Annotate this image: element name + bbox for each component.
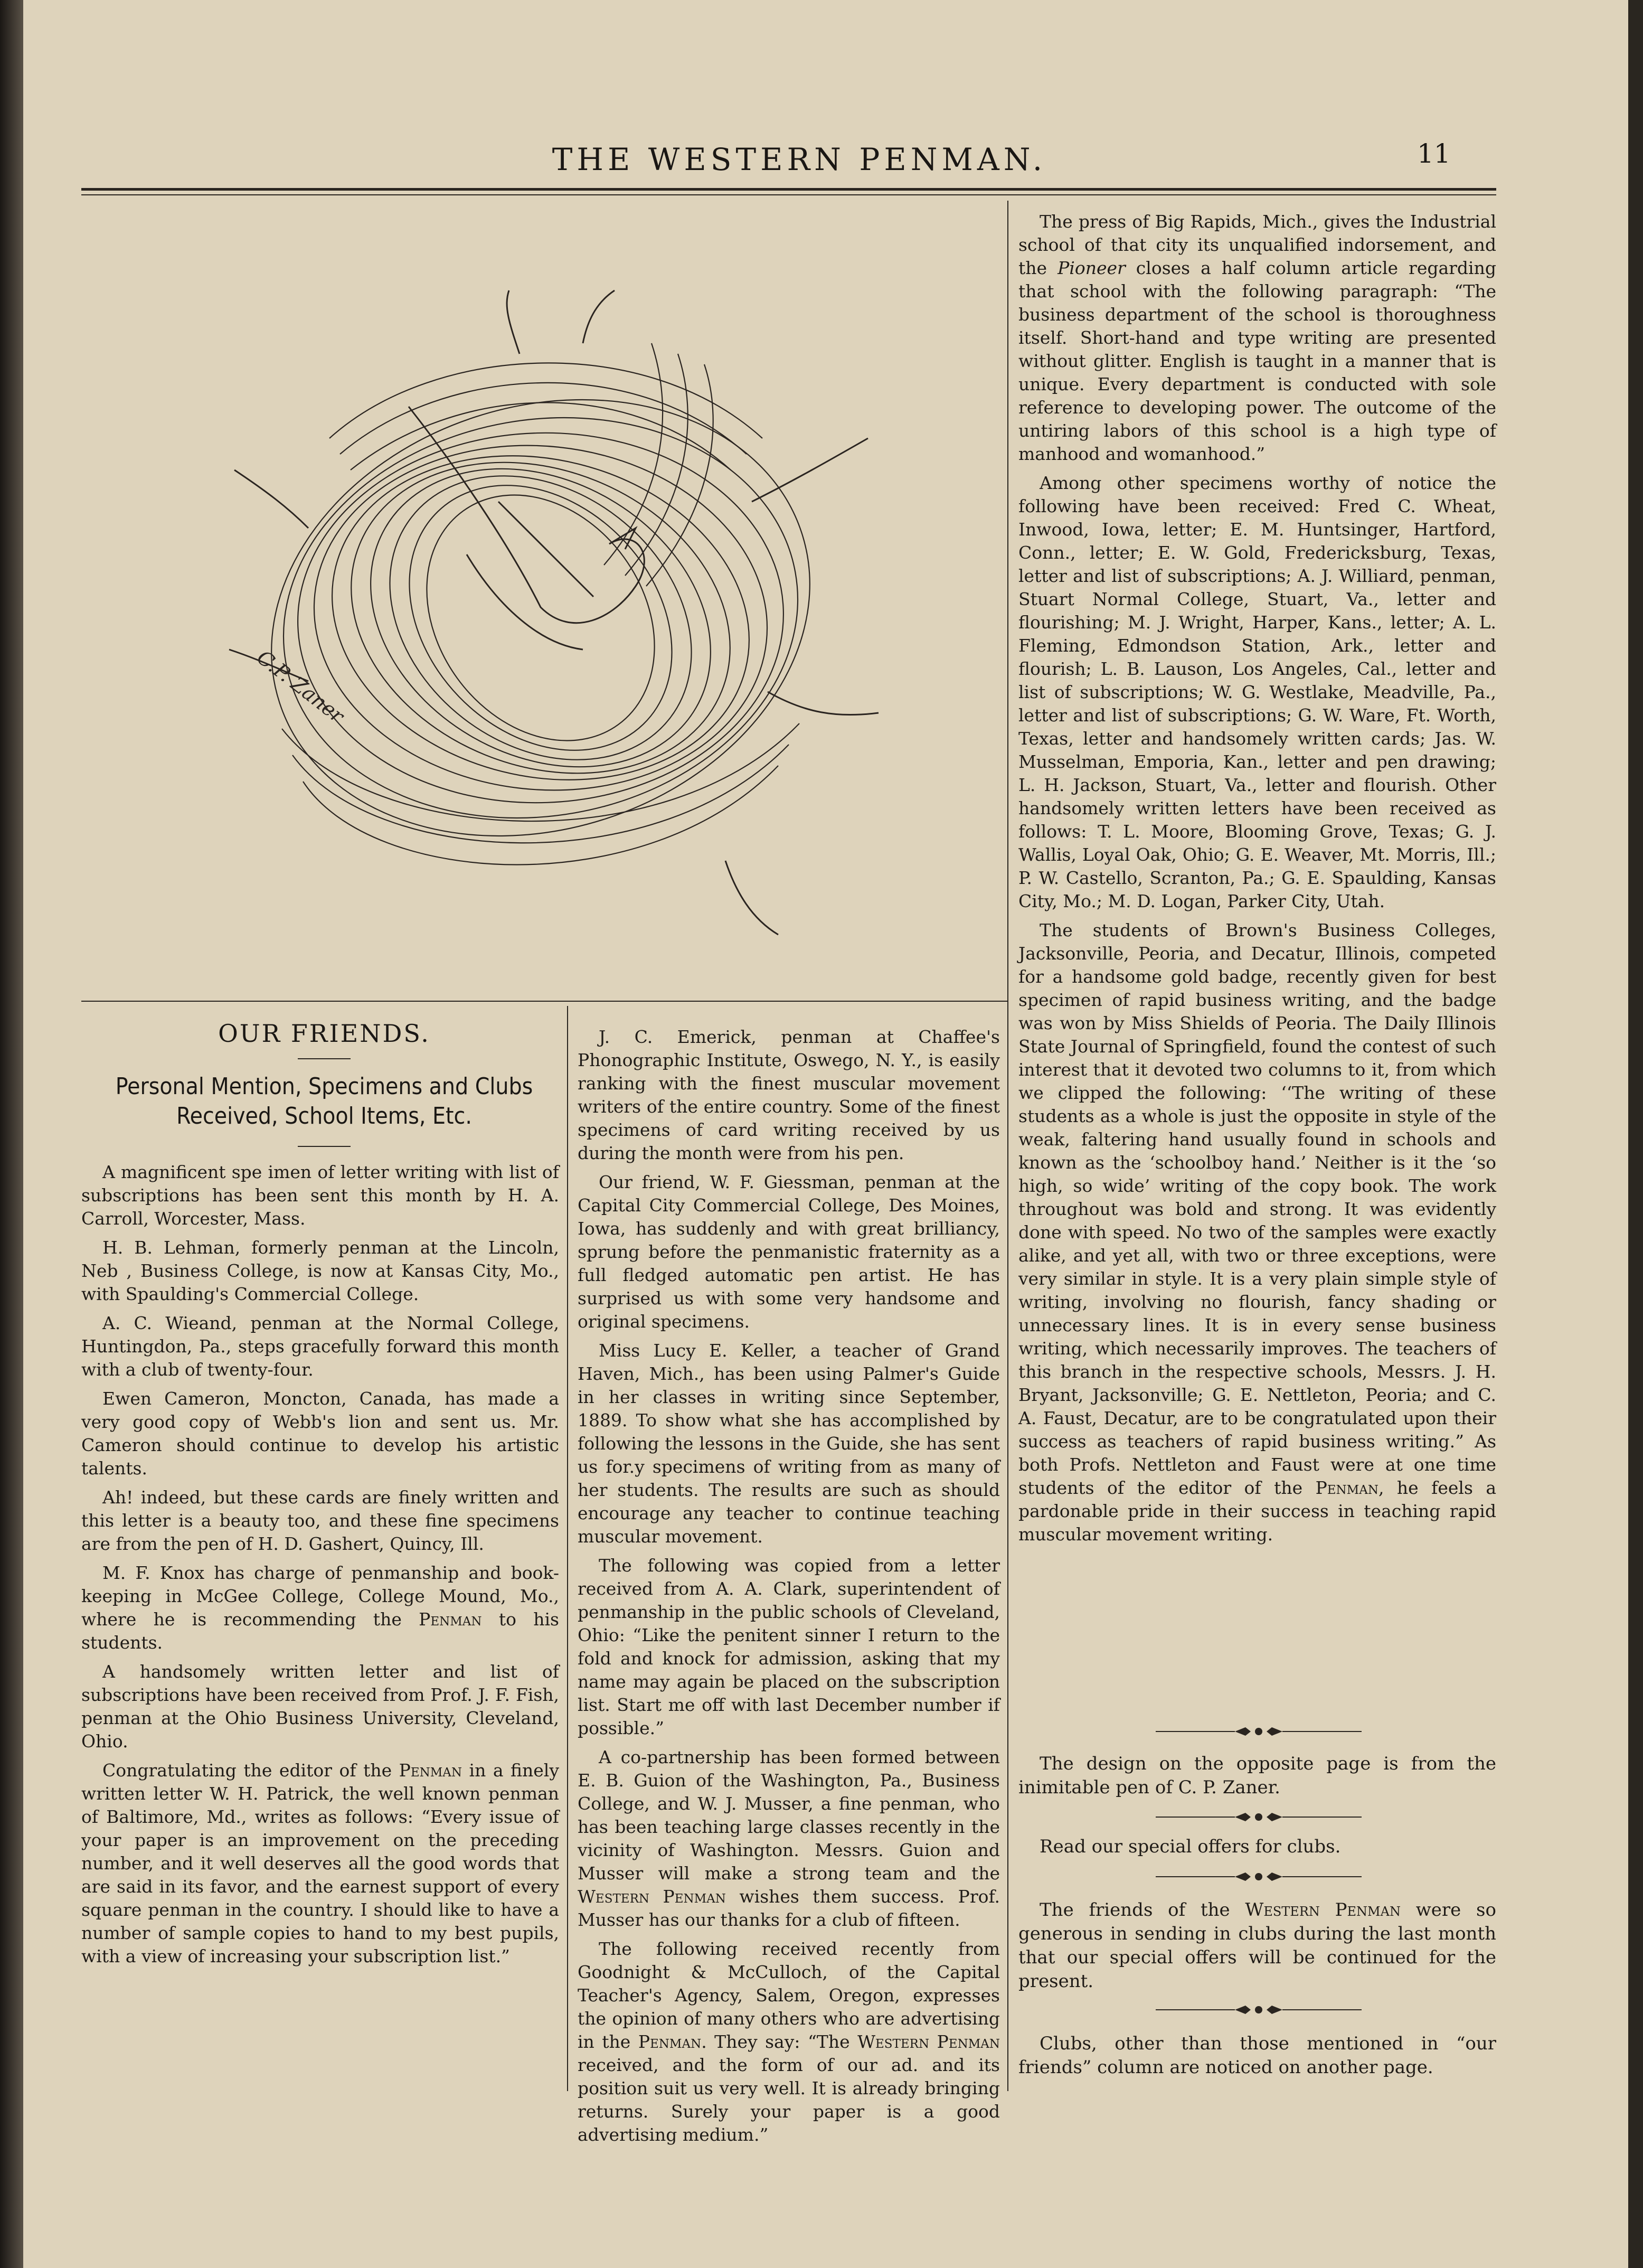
text-run: to his students. <box>81 1609 559 1653</box>
text-run: The following received recently from Goodnight & McCulloch, of the Capital Teacher's Agency, Salem, Oregon, expresses the opinion of many others who are advertising in the <box>578 1938 1000 2052</box>
publication-name: Penman <box>1315 1478 1378 1498</box>
publication-name: Penman <box>419 1609 482 1630</box>
section-subheading <box>81 1072 567 1131</box>
ornament-divider <box>1156 1726 1362 1737</box>
column-divider-right <box>1007 201 1008 2091</box>
newspaper-name: Pioneer <box>1057 258 1126 278</box>
text-run: wishes them success. Prof. Musser has our thanks for a club of fifteen. <box>578 1886 1000 1930</box>
text-run: were so generous in sending in clubs during the last month that our special offers will be continued for the present. <box>1018 1899 1496 1992</box>
publication-name: Penman <box>638 2031 702 2052</box>
page <box>23 0 1628 2268</box>
publication-name: Penman <box>399 1760 462 1781</box>
text-run: , he feels a pardonable pride in their success in teaching rapid muscular movement writing. <box>1018 1478 1496 1545</box>
middle-column-text <box>578 1025 1000 2152</box>
ornament-divider <box>1156 2004 1362 2016</box>
text-run: received, and the form of our ad. and its position suit us very well. It is already bringing returns. Surely your paper is a good advertising medium.” <box>578 2055 1000 2145</box>
quill-strokes <box>229 290 879 935</box>
page-number: 11 <box>1417 138 1451 169</box>
artist-signature: C.P. Zaner <box>252 645 349 728</box>
text-run: The press of Big Rapids, Mich., gives the Industrial school of that city its unqualified indorsement, and the <box>1018 211 1496 278</box>
paragraph <box>81 1759 559 1968</box>
text-run: closes a half column article regarding that school with the following paragraph: “The business department of the school is thoroughness itself. Short-hand and type writing are presented without glitter. English is taught in a manner that is unique. Every department is conducted with sole reference to developing power. The outcome of the untiring labors of this school is a high type of manhood and womanhood.” <box>1018 258 1496 464</box>
text-run: M. F. Knox has charge of penmanship and book-keeping in McGee College, College Mound, Mo., where he is recommending the <box>81 1563 559 1630</box>
book-gutter <box>0 0 23 2268</box>
paragraph: Our friend, W. F. Giessman, penman at the Capital City Commercial College, Des Moines, Iowa, has suddenly and with great brilliancy, sprung before the penmanistic fraternity as a full fledged automatic pen artist. He has surprised us with some very handsome and original specimens. <box>578 1172 1000 1332</box>
subheading-line-2: Received, School Items, Etc. <box>176 1103 472 1130</box>
subheading-line-1: Personal Mention, Specimens and Clubs <box>115 1073 533 1100</box>
bird <box>409 407 644 650</box>
paragraph: H. B. Lehman, formerly penman at the Lincoln, Neb , Business College, is now at Kansas City, Mo., with Spaulding's Commercial College. <box>81 1237 559 1304</box>
text-run: . They say: “The <box>701 2031 858 2052</box>
section-heading-our-friends: OUR FRIENDS. <box>218 1019 430 1048</box>
paragraph <box>1018 919 1496 1546</box>
paragraph: J. C. Emerick, penman at Chaffee's Phonographic Institute, Oswego, N. Y., is easily ranking with the finest muscular movement writers of the entire country. Some of the finest specimens of card writing received by us during the month were from his pen. <box>578 1027 1000 1163</box>
notice-special-offers <box>1018 1835 1496 1865</box>
publication-name: Western Penman <box>578 1886 726 1907</box>
masthead-title: THE WESTERN PENMAN. <box>552 142 1047 177</box>
notice-clubs-continued <box>1018 1898 1496 1999</box>
text-run: Congratulating the editor of the <box>102 1760 399 1781</box>
paragraph: The design on the opposite page is from the inimitable pen of C. P. Zaner. <box>1018 1753 1496 1798</box>
ornament-divider <box>1156 1811 1362 1823</box>
text-run: in a finely written letter W. H. Patrick, the well known penman of Baltimore, Md., writes as follows: “Every issue of your paper is an improvement on the preceding number, and it well deserves all the good words that are said in its favor, and the earnest support of every square penman in the country. I should like to have a number of sample copies to hand to my best pupils, with a view of increasing your subscription list.” <box>81 1760 559 1966</box>
paragraph: A. C. Wieand, penman at the Normal College, Huntingdon, Pa., steps gracefully forward this month with a club of twenty-four. <box>81 1313 559 1380</box>
text-run: The friends of the <box>1040 1899 1245 1921</box>
paragraph <box>578 1746 1000 1932</box>
publication-name: Western Penman <box>1245 1899 1401 1921</box>
column-divider-left <box>567 1006 568 2091</box>
left-column-text <box>81 1161 559 1974</box>
paragraph <box>1018 210 1496 466</box>
flourish-swirl-group <box>214 332 867 904</box>
flourish-bird-illustration <box>171 280 921 966</box>
header-rule-thin <box>81 194 1496 195</box>
paragraph <box>578 1937 1000 2147</box>
text-run: A co-partnership has been formed between E. B. Guion of the Washington, Pa., Business College, and W. J. Musser, a fine penman, who has been teaching large classes recently in the vicinity of Washington. Messrs. Guion and Musser will make a strong team and the <box>578 1747 1000 1884</box>
right-column-text <box>1018 210 1496 1552</box>
header-rule-thick <box>81 188 1496 191</box>
paragraph: Ewen Cameron, Moncton, Canada, has made a very good copy of Webb's lion and sent us. Mr. Cameron should continue to develop his artistic talents. <box>81 1388 559 1479</box>
notice-zaner <box>1018 1752 1496 1805</box>
paragraph <box>81 1561 559 1654</box>
paragraph: A magnificent spe imen of letter writing with list of subscriptions has been sent this month by H. A. Carroll, Worcester, Mass. <box>81 1162 559 1229</box>
ornament-divider <box>1156 1871 1362 1883</box>
paragraph: Among other specimens worthy of notice the following have been received: Fred C. Wheat, Inwood, Iowa, letter; E. M. Huntsinger, Hartford, Conn., letter; E. W. Gold, Fredericksburg, Texas, letter and list of subscriptions; A. J. Williard, penman, Stuart Normal College, Stuart, Va., letter and flourishing; M. J. Wright, Harper, Kans., letter; A. L. Fleming, Edmondson Station, Ark., letter and flourish; L. B. Lauson, Los Angeles, Cal., letter and list of subscriptions; W. G. Westlake, Meadville, Pa., letter and list of subscriptions; G. W. Ware, Ft. Worth, Texas, letter and handsomely written cards; Jas. W. Musselman, Emporia, Kan., letter and pen drawing; L. H. Jackson, Stuart, Va., letter and flourish. Other handsomely written letters have been received as follows: T. L. Moore, Blooming Grove, Texas; G. J. Wallis, Loyal Oak, Ohio; G. E. Weaver, Mt. Morris, Ill.; P. W. Castello, Scranton, Pa.; G. E. Spaulding, Kansas City, Mo.; M. D. Logan, Parker City, Utah. <box>1018 473 1496 911</box>
paragraph: A handsomely written letter and list of subscriptions have been received from Prof. J. F. Fish, penman at the Ohio Business University, Cleveland, Ohio. <box>81 1661 559 1752</box>
text-run: The students of Brown's Business Colleges, Jacksonville, Peoria, and Decatur, Illinois, competed for a handsome gold badge, recently given for best specimen of rapid business writing, and the badge was won by Miss Shields of Peoria. The Daily Illinois State Journal of Springfield, found the contest of such interest that it devoted two columns to it, from which we clipped the following: ‘‘The writing of these students as a whole is just the opposite in style of the weak, faltering hand usually found in schools and known as the ‘schoolboy hand.’ Neither is it the ‘so high, so wide’ writing of the copy book. The work throughout was bold and strong. It was evidently done with speed. No two of the samples were exactly alike, and yet all, with two or three exceptions, were very similar in style. It is a very plain simple style of writing, involving no flourish, fancy shading or unnecessary lines. It is in every sense business writing, which necessarily improves. The teachers of this branch in the respective schools, Messrs. J. H. Bryant, Jacksonville; G. E. Nettleton, Peoria; and C. A. Faust, Decatur, are to be congratulated upon their success as teachers of rapid business writing.” As both Profs. Nettleton and Faust were at one time students of the editor of the <box>1018 920 1496 1498</box>
paragraph: Read our special offers for clubs. <box>1040 1836 1341 1857</box>
notice-other-clubs <box>1018 2032 1496 2085</box>
paragraph <box>1018 1898 1496 1993</box>
paragraph: Clubs, other than those mentioned in “our friends” column are noticed on another page. <box>1018 2033 1496 2078</box>
heading-short-rule <box>298 1058 351 1059</box>
subheading-short-rule <box>298 1146 351 1147</box>
publication-name: Western Penman <box>857 2031 1000 2052</box>
paragraph: Miss Lucy E. Keller, a teacher of Grand Haven, Mich., has been using Palmer's Guide in her classes in writing since September, 1889. To show what she has accomplished by following the lessons in the Guide, she has sent us for.y specimens of writing from as many of her students. The results are such as should encourage any teacher to continue teaching muscular movement. <box>578 1340 1000 1547</box>
paragraph: Ah! indeed, but these cards are finely written and this letter is a beauty too, and these fine specimens are from the pen of H. D. Gashert, Quincy, Ill. <box>81 1487 559 1554</box>
paragraph: The following was copied from a letter received from A. A. Clark, superintendent of penmanship in the public schools of Cleveland, Ohio: “Like the penitent sinner I return to the fold and knock for admission, asking that my name may again be placed on the subscription list. Start me off with last December number if possible.” <box>578 1555 1000 1738</box>
illustration-bottom-rule <box>81 1001 1007 1002</box>
